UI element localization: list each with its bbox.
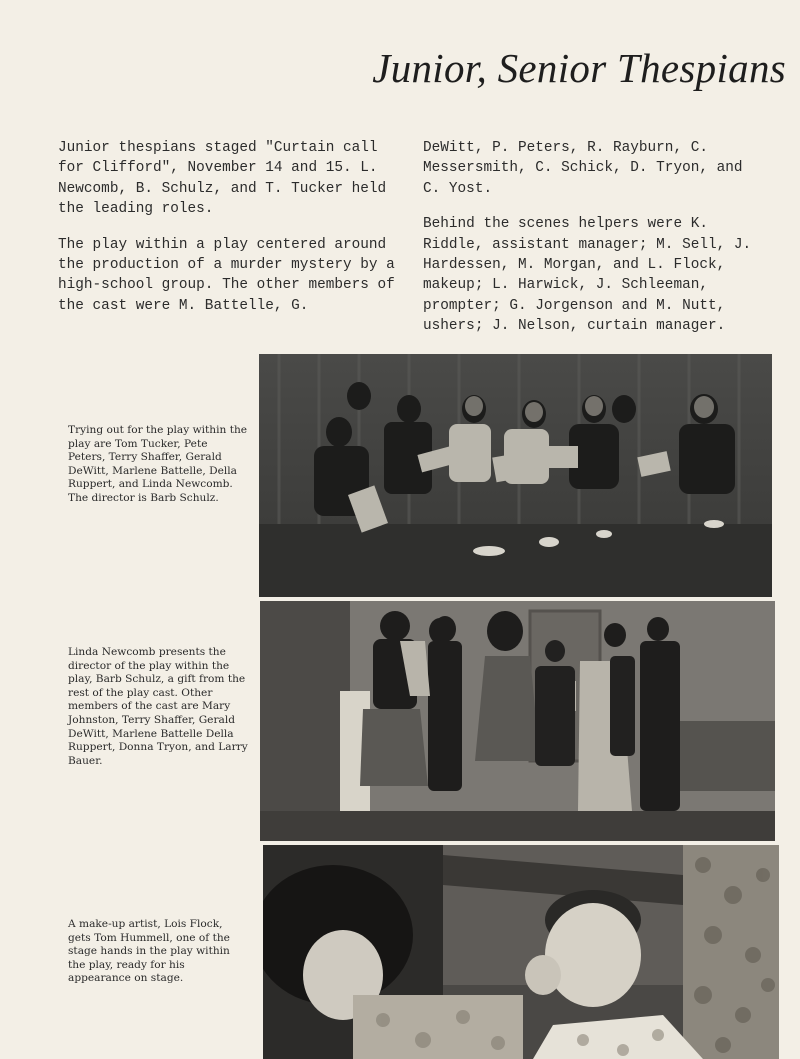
article-paragraph: The play within a play centered around the production of a murder mystery by a high-school group. The other members of the cast were M. Battelle, G. — [58, 236, 395, 314]
article-paragraph: Behind the scenes helpers were K. Riddle, assistant manager; M. Sell, J. Hardessen, M. Morgan, and L. Flock, makeup; L. Harwick, J. Schleeman, prompter; G. Jorgenson and M. Nutt, ushers; J. Nelson, curtain manager. — [423, 216, 752, 335]
photo-caption-makeup: A make-up artist, Lois Flock, gets Tom Hummell, one of the stage hands in the play within the play, ready for his appearance on stage. — [68, 918, 230, 985]
article-column-right — [423, 138, 763, 352]
photo-gift-presentation — [260, 601, 775, 841]
photo-caption-tryouts: Trying out for the play within the play are Tom Tucker, Pete Peters, Terry Shaffer, Gerald DeWitt, Marlene Battelle, Della Ruppert, and Linda Newcomb. The director is Barb Schulz. — [68, 424, 248, 504]
article-column-left — [58, 138, 398, 331]
article-paragraph: DeWitt, P. Peters, R. Rayburn, C. Messersmith, C. Schick, D. Tryon, and C. Yost. — [423, 140, 743, 197]
page-title: Junior, Senior Thespians — [372, 45, 786, 91]
photo-tryouts — [259, 354, 772, 597]
photo-makeup — [263, 845, 779, 1059]
photo-caption-gift: Linda Newcomb presents the director of the play within the play, Barb Schulz, a gift from the rest of the play cast. Other members of the cast are Mary Johnston, Terry Shaffer, Gerald DeWitt, Marlene Battelle Della Ruppert, Donna Tryon, and Larry Bauer. — [68, 646, 248, 767]
article-paragraph: Junior thespians staged "Curtain call for Clifford", November 14 and 15. L. Newcomb, B. Schulz, and T. Tucker held the leading roles. — [58, 140, 387, 218]
